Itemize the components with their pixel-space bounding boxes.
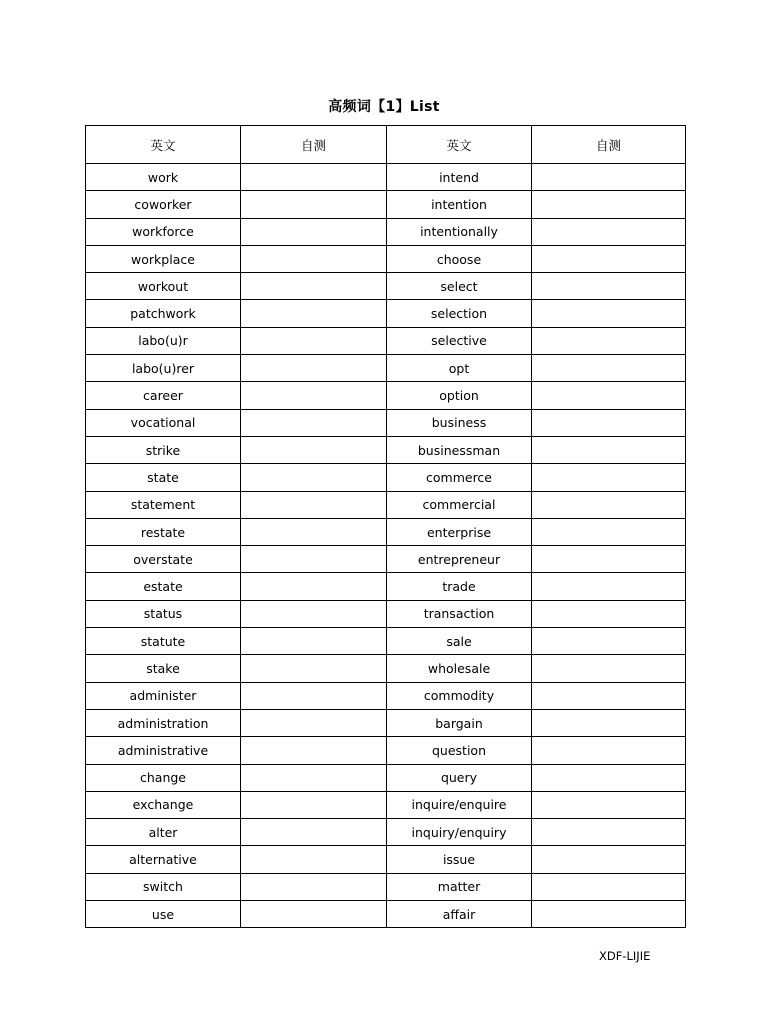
table-row bbox=[86, 873, 686, 900]
english-word-left: estate bbox=[86, 573, 241, 600]
table-row bbox=[86, 355, 686, 382]
table-row bbox=[86, 764, 686, 791]
self-test-cell-left[interactable] bbox=[241, 846, 387, 873]
english-word-left: administration bbox=[86, 709, 241, 736]
self-test-cell-right[interactable] bbox=[532, 464, 686, 491]
table-row bbox=[86, 737, 686, 764]
english-word-left: work bbox=[86, 164, 241, 191]
self-test-cell-left[interactable] bbox=[241, 819, 387, 846]
self-test-cell-right[interactable] bbox=[532, 628, 686, 655]
self-test-cell-left[interactable] bbox=[241, 737, 387, 764]
header-english-left: 英文 bbox=[86, 126, 241, 164]
table-row bbox=[86, 191, 686, 218]
self-test-cell-right[interactable] bbox=[532, 846, 686, 873]
self-test-cell-right[interactable] bbox=[532, 164, 686, 191]
english-word-left: workplace bbox=[86, 245, 241, 272]
header-self-test-left: 自测 bbox=[241, 126, 387, 164]
english-word-right: selective bbox=[387, 327, 532, 354]
english-word-right: sale bbox=[387, 628, 532, 655]
self-test-cell-right[interactable] bbox=[532, 382, 686, 409]
self-test-cell-right[interactable] bbox=[532, 546, 686, 573]
english-word-left: career bbox=[86, 382, 241, 409]
self-test-cell-left[interactable] bbox=[241, 518, 387, 545]
table-row bbox=[86, 464, 686, 491]
self-test-cell-left[interactable] bbox=[241, 273, 387, 300]
header-english-right: 英文 bbox=[387, 126, 532, 164]
table-row bbox=[86, 655, 686, 682]
vocabulary-table-body bbox=[86, 164, 686, 928]
self-test-cell-right[interactable] bbox=[532, 682, 686, 709]
table-row bbox=[86, 546, 686, 573]
self-test-cell-right[interactable] bbox=[532, 245, 686, 272]
english-word-left: exchange bbox=[86, 791, 241, 818]
table-row bbox=[86, 846, 686, 873]
table-row bbox=[86, 791, 686, 818]
self-test-cell-left[interactable] bbox=[241, 764, 387, 791]
self-test-cell-right[interactable] bbox=[532, 355, 686, 382]
table-row bbox=[86, 382, 686, 409]
self-test-cell-right[interactable] bbox=[532, 737, 686, 764]
table-row bbox=[86, 518, 686, 545]
english-word-left: administer bbox=[86, 682, 241, 709]
table-row bbox=[86, 901, 686, 928]
english-word-right: wholesale bbox=[387, 655, 532, 682]
table-row bbox=[86, 709, 686, 736]
table-row bbox=[86, 273, 686, 300]
english-word-left: statute bbox=[86, 628, 241, 655]
self-test-cell-right[interactable] bbox=[532, 327, 686, 354]
table-row bbox=[86, 436, 686, 463]
self-test-cell-left[interactable] bbox=[241, 791, 387, 818]
self-test-cell-left[interactable] bbox=[241, 901, 387, 928]
self-test-cell-right[interactable] bbox=[532, 300, 686, 327]
self-test-cell-left[interactable] bbox=[241, 546, 387, 573]
table-row bbox=[86, 409, 686, 436]
english-word-right: selection bbox=[387, 300, 532, 327]
english-word-right: intend bbox=[387, 164, 532, 191]
self-test-cell-right[interactable] bbox=[532, 600, 686, 627]
self-test-cell-right[interactable] bbox=[532, 518, 686, 545]
header-self-test-right: 自测 bbox=[532, 126, 686, 164]
english-word-left: strike bbox=[86, 436, 241, 463]
self-test-cell-right[interactable] bbox=[532, 409, 686, 436]
self-test-cell-left[interactable] bbox=[241, 409, 387, 436]
table-row bbox=[86, 682, 686, 709]
english-word-right: commerce bbox=[387, 464, 532, 491]
english-word-right: select bbox=[387, 273, 532, 300]
table-row bbox=[86, 300, 686, 327]
english-word-left: stake bbox=[86, 655, 241, 682]
self-test-cell-left[interactable] bbox=[241, 709, 387, 736]
english-word-right: question bbox=[387, 737, 532, 764]
page-title: 高频词【1】List bbox=[328, 99, 440, 115]
self-test-cell-right[interactable] bbox=[532, 436, 686, 463]
self-test-cell-left[interactable] bbox=[241, 245, 387, 272]
english-word-right: affair bbox=[387, 901, 532, 928]
self-test-cell-left[interactable] bbox=[241, 628, 387, 655]
table-row bbox=[86, 164, 686, 191]
self-test-cell-left[interactable] bbox=[241, 873, 387, 900]
self-test-cell-right[interactable] bbox=[532, 273, 686, 300]
self-test-cell-right[interactable] bbox=[532, 573, 686, 600]
english-word-left: restate bbox=[86, 518, 241, 545]
english-word-left: workout bbox=[86, 273, 241, 300]
english-word-left: state bbox=[86, 464, 241, 491]
english-word-right: inquiry/enquiry bbox=[387, 819, 532, 846]
self-test-cell-left[interactable] bbox=[241, 218, 387, 245]
english-word-left: overstate bbox=[86, 546, 241, 573]
table-row bbox=[86, 491, 686, 518]
self-test-cell-right[interactable] bbox=[532, 709, 686, 736]
self-test-cell-left[interactable] bbox=[241, 655, 387, 682]
self-test-cell-left[interactable] bbox=[241, 300, 387, 327]
self-test-cell-left[interactable] bbox=[241, 436, 387, 463]
english-word-left: labo(u)r bbox=[86, 327, 241, 354]
self-test-cell-right[interactable] bbox=[532, 901, 686, 928]
english-word-right: choose bbox=[387, 245, 532, 272]
self-test-cell-right[interactable] bbox=[532, 791, 686, 818]
english-word-right: query bbox=[387, 764, 532, 791]
english-word-left: statement bbox=[86, 491, 241, 518]
english-word-right: intentionally bbox=[387, 218, 532, 245]
table-row bbox=[86, 573, 686, 600]
self-test-cell-left[interactable] bbox=[241, 327, 387, 354]
english-word-right: commodity bbox=[387, 682, 532, 709]
header-row bbox=[86, 126, 686, 164]
english-word-right: trade bbox=[387, 573, 532, 600]
self-test-cell-right[interactable] bbox=[532, 873, 686, 900]
self-test-cell-left[interactable] bbox=[241, 382, 387, 409]
english-word-left: workforce bbox=[86, 218, 241, 245]
self-test-cell-right[interactable] bbox=[532, 764, 686, 791]
english-word-right: issue bbox=[387, 846, 532, 873]
table-row bbox=[86, 819, 686, 846]
english-word-left: patchwork bbox=[86, 300, 241, 327]
self-test-cell-left[interactable] bbox=[241, 682, 387, 709]
table-row bbox=[86, 600, 686, 627]
self-test-cell-left[interactable] bbox=[241, 464, 387, 491]
english-word-left: labo(u)rer bbox=[86, 355, 241, 382]
english-word-left: alter bbox=[86, 819, 241, 846]
self-test-cell-left[interactable] bbox=[241, 191, 387, 218]
self-test-cell-right[interactable] bbox=[532, 191, 686, 218]
english-word-right: business bbox=[387, 409, 532, 436]
self-test-cell-right[interactable] bbox=[532, 218, 686, 245]
english-word-right: opt bbox=[387, 355, 532, 382]
english-word-right: option bbox=[387, 382, 532, 409]
footer-watermark: XDF-LIJIE bbox=[599, 949, 651, 963]
english-word-left: alternative bbox=[86, 846, 241, 873]
english-word-right: entrepreneur bbox=[387, 546, 532, 573]
english-word-right: transaction bbox=[387, 600, 532, 627]
english-word-left: switch bbox=[86, 873, 241, 900]
self-test-cell-left[interactable] bbox=[241, 573, 387, 600]
english-word-right: bargain bbox=[387, 709, 532, 736]
english-word-right: commercial bbox=[387, 491, 532, 518]
table-row bbox=[86, 628, 686, 655]
self-test-cell-left[interactable] bbox=[241, 600, 387, 627]
english-word-right: inquire/enquire bbox=[387, 791, 532, 818]
english-word-left: status bbox=[86, 600, 241, 627]
self-test-cell-left[interactable] bbox=[241, 164, 387, 191]
table-row bbox=[86, 218, 686, 245]
vocabulary-table bbox=[85, 125, 686, 928]
english-word-left: use bbox=[86, 901, 241, 928]
table-row bbox=[86, 245, 686, 272]
self-test-cell-left[interactable] bbox=[241, 355, 387, 382]
english-word-left: change bbox=[86, 764, 241, 791]
self-test-cell-right[interactable] bbox=[532, 819, 686, 846]
english-word-left: coworker bbox=[86, 191, 241, 218]
english-word-right: businessman bbox=[387, 436, 532, 463]
english-word-right: matter bbox=[387, 873, 532, 900]
english-word-right: enterprise bbox=[387, 518, 532, 545]
english-word-left: vocational bbox=[86, 409, 241, 436]
self-test-cell-right[interactable] bbox=[532, 491, 686, 518]
english-word-left: administrative bbox=[86, 737, 241, 764]
self-test-cell-left[interactable] bbox=[241, 491, 387, 518]
self-test-cell-right[interactable] bbox=[532, 655, 686, 682]
table-row bbox=[86, 327, 686, 354]
english-word-right: intention bbox=[387, 191, 532, 218]
